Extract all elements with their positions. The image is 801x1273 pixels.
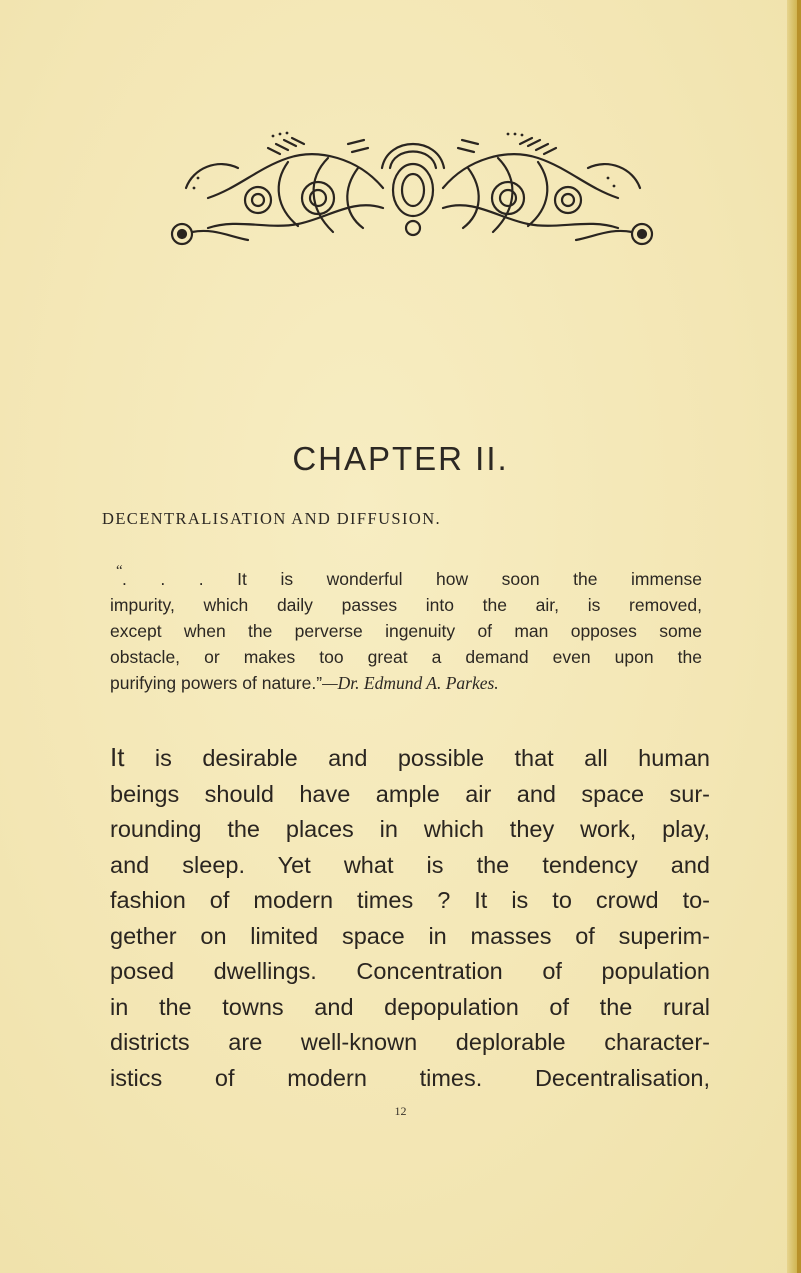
epigraph-attribution: —Dr. Edmund A. Parkes. (322, 673, 499, 693)
chapter-subtitle: DECENTRALISATION AND DIFFUSION. (102, 509, 442, 528)
body-line: districts are well-known deplorable character- (110, 1029, 710, 1055)
body-line: in the towns and depopulation of the rural (110, 993, 710, 1020)
body-first-line-rest: is desirable and possible that all human (154, 745, 710, 771)
body-line: and sleep. Yet what is the tendency and (110, 851, 710, 878)
epigraph-line: except when the perverse ingenuity of man opposes some (110, 621, 702, 641)
body-line: istics of modern times. Decentralisation, (110, 1064, 710, 1091)
body-line: rounding the places in which they work, play, (110, 816, 710, 842)
epigraph-line: impurity, which daily passes into the air, is removed, (110, 595, 702, 615)
body-line: beings should have ample air and space sur- (110, 780, 710, 807)
page-edge (787, 0, 801, 1273)
body-first-word: It (110, 742, 125, 772)
epigraph-line: . . . It is wonderful how soon the immense (122, 569, 702, 589)
chapter-title: CHAPTER II. (292, 440, 509, 477)
body-paragraph (110, 740, 710, 1096)
epigraph (110, 563, 702, 696)
body-line: fashion of modern times ? It is to crowd to- (110, 887, 710, 913)
epigraph-quote-mark: “ (116, 563, 123, 579)
ornamental-header-icon (168, 128, 656, 250)
body-line: posed dwellings. Concentration of population (110, 958, 710, 984)
page-number: 12 (394, 1104, 407, 1118)
body-line: gether on limited space in masses of superim- (110, 922, 710, 949)
body-line-first (110, 740, 710, 777)
epigraph-last-line (110, 670, 702, 696)
epigraph-last-text: purifying powers of nature.” (110, 673, 323, 693)
epigraph-line: obstacle, or makes too great a demand even upon the (110, 647, 702, 667)
